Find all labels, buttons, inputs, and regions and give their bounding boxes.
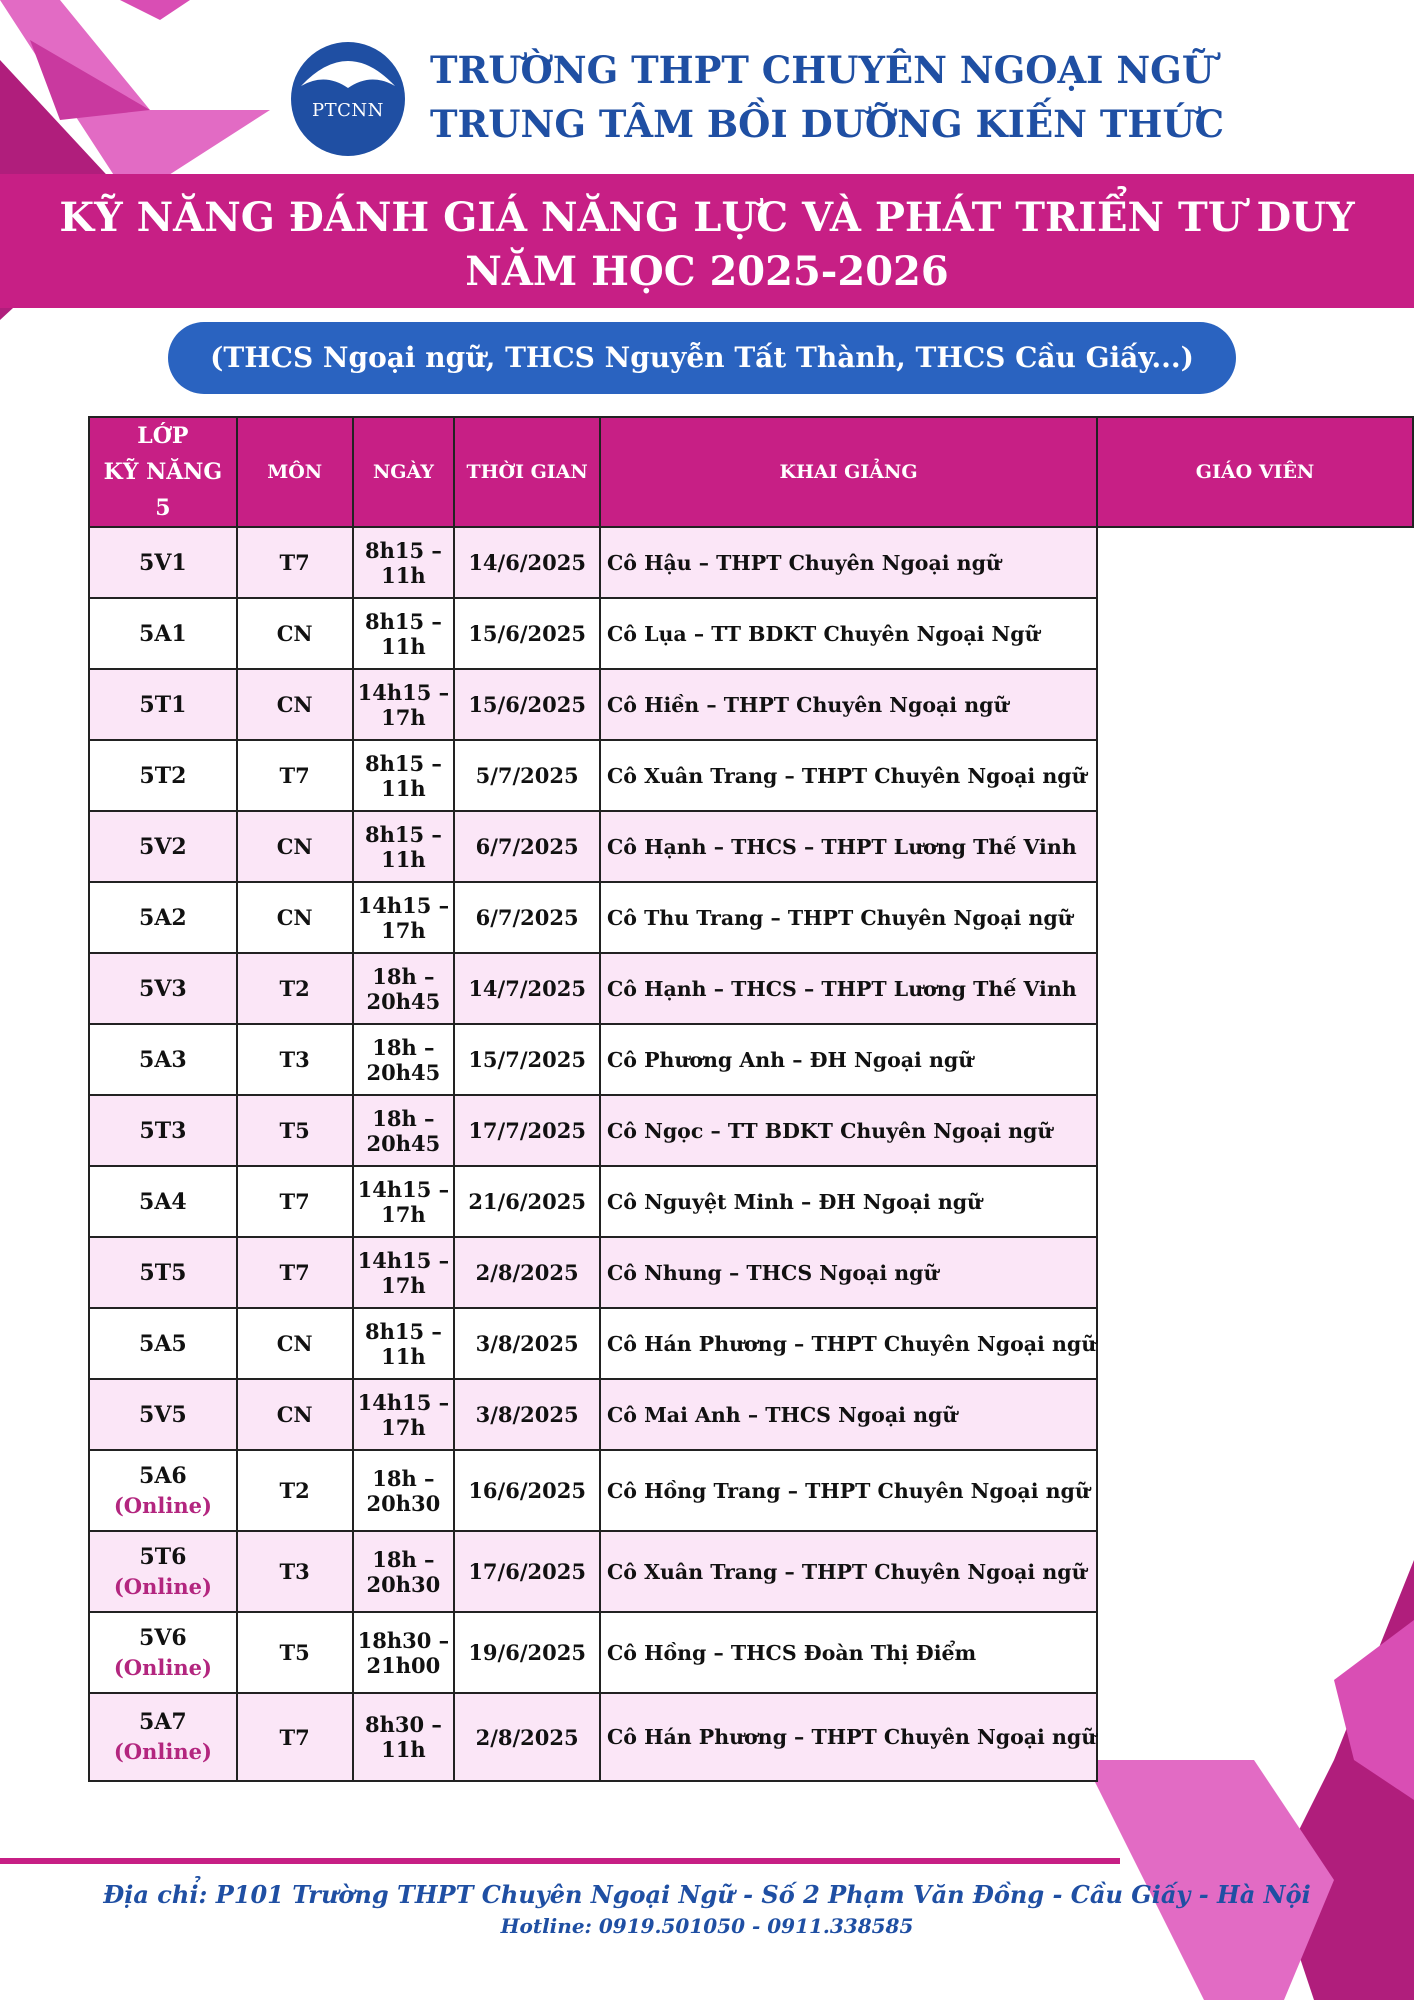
class-code: 5T3 bbox=[139, 1117, 187, 1144]
bird-icon bbox=[291, 42, 405, 156]
table-row bbox=[89, 1612, 1413, 1693]
class-code-cell bbox=[89, 1237, 237, 1308]
class-code: 5V6 bbox=[139, 1624, 187, 1651]
day-cell: CN bbox=[237, 669, 353, 740]
table-row bbox=[89, 882, 1413, 953]
header-thoi-gian: THỜI GIAN bbox=[454, 417, 600, 527]
table-row bbox=[89, 598, 1413, 669]
online-badge: (Online) bbox=[113, 1739, 212, 1764]
start-date-cell: 2/8/2025 bbox=[454, 1693, 600, 1781]
teacher-cell: Cô Hiền – THPT Chuyên Ngoại ngữ bbox=[600, 669, 1097, 740]
class-code-cell bbox=[89, 527, 237, 598]
side-label-line: KỸ NĂNG bbox=[103, 459, 223, 485]
start-date-cell: 3/8/2025 bbox=[454, 1379, 600, 1450]
header-mon: MÔN bbox=[237, 417, 353, 527]
start-date-cell: 15/7/2025 bbox=[454, 1024, 600, 1095]
title-banner bbox=[0, 174, 1414, 308]
online-badge: (Online) bbox=[113, 1654, 212, 1680]
day-cell: T3 bbox=[237, 1531, 353, 1612]
class-code-cell bbox=[89, 1612, 237, 1693]
time-cell: 18h – 20h30 bbox=[353, 1450, 455, 1531]
teacher-cell: Cô Nguyệt Minh – ĐH Ngoại ngữ bbox=[600, 1166, 1097, 1237]
teacher-cell: Cô Hậu – THPT Chuyên Ngoại ngữ bbox=[600, 527, 1097, 598]
class-code-cell bbox=[89, 1024, 237, 1095]
footer-line bbox=[0, 1858, 1414, 1866]
day-cell: T2 bbox=[237, 953, 353, 1024]
time-cell: 8h15 – 11h bbox=[353, 598, 455, 669]
class-group-label bbox=[89, 417, 237, 527]
time-cell: 8h15 – 11h bbox=[353, 527, 455, 598]
time-cell: 18h – 20h45 bbox=[353, 1095, 455, 1166]
class-code: 5A4 bbox=[139, 1188, 187, 1215]
hotline-text: Hotline: 0919.501050 - 0911.338585 bbox=[500, 1914, 914, 1938]
class-code-cell bbox=[89, 811, 237, 882]
day-cell: CN bbox=[237, 811, 353, 882]
class-code-cell bbox=[89, 1308, 237, 1379]
side-label-line: LỚP bbox=[137, 423, 189, 449]
teacher-cell: Cô Hán Phương – THPT Chuyên Ngoại ngữ bbox=[600, 1308, 1097, 1379]
time-cell: 18h – 20h30 bbox=[353, 1531, 455, 1612]
class-code-cell bbox=[89, 1531, 237, 1612]
day-cell: T7 bbox=[237, 1237, 353, 1308]
schedule-table bbox=[88, 416, 1414, 1782]
day-cell: T5 bbox=[237, 1612, 353, 1693]
table-row bbox=[89, 953, 1413, 1024]
time-cell: 18h – 20h45 bbox=[353, 1024, 455, 1095]
teacher-cell: Cô Hồng Trang – THPT Chuyên Ngoại ngữ bbox=[600, 1450, 1097, 1531]
start-date-cell: 16/6/2025 bbox=[454, 1450, 600, 1531]
day-cell: T7 bbox=[237, 1166, 353, 1237]
header-ngay: NGÀY bbox=[353, 417, 455, 527]
start-date-cell: 17/6/2025 bbox=[454, 1531, 600, 1612]
teacher-cell: Cô Lụa – TT BDKT Chuyên Ngoại Ngữ bbox=[600, 598, 1097, 669]
time-cell: 14h15 – 17h bbox=[353, 1379, 455, 1450]
class-code: 5T6 bbox=[139, 1543, 187, 1570]
start-date-cell: 6/7/2025 bbox=[454, 811, 600, 882]
class-code-cell bbox=[89, 598, 237, 669]
class-code: 5A1 bbox=[139, 620, 187, 647]
class-code-cell bbox=[89, 1450, 237, 1531]
class-code: 5V2 bbox=[139, 833, 187, 860]
class-code: 5V1 bbox=[139, 549, 187, 576]
start-date-cell: 3/8/2025 bbox=[454, 1308, 600, 1379]
class-code-cell bbox=[89, 1095, 237, 1166]
time-cell: 14h15 – 17h bbox=[353, 1166, 455, 1237]
start-date-cell: 5/7/2025 bbox=[454, 740, 600, 811]
class-code: 5T5 bbox=[139, 1259, 187, 1286]
online-badge: (Online) bbox=[113, 1573, 212, 1599]
start-date-cell: 19/6/2025 bbox=[454, 1612, 600, 1693]
table-row bbox=[89, 1531, 1413, 1612]
start-date-cell: 17/7/2025 bbox=[454, 1095, 600, 1166]
school-name: TRƯỜNG THPT CHUYÊN NGOẠI NGỮ bbox=[430, 48, 1215, 92]
table-row bbox=[89, 811, 1413, 882]
start-date-cell: 2/8/2025 bbox=[454, 1237, 600, 1308]
side-label-line: 5 bbox=[155, 495, 171, 521]
class-code: 5V3 bbox=[139, 975, 187, 1002]
class-code-cell bbox=[89, 1166, 237, 1237]
teacher-cell: Cô Hán Phương – THPT Chuyên Ngoại ngữ bbox=[600, 1693, 1097, 1781]
class-code-cell bbox=[89, 740, 237, 811]
class-code: 5A5 bbox=[139, 1330, 187, 1357]
table-row bbox=[89, 1095, 1413, 1166]
teacher-cell: Cô Nhung – THCS Ngoại ngữ bbox=[600, 1237, 1097, 1308]
teacher-cell: Cô Ngọc – TT BDKT Chuyên Ngoại ngữ bbox=[600, 1095, 1097, 1166]
target-schools-pill: (THCS Ngoại ngữ, THCS Nguyễn Tất Thành, THCS Cầu Giấy...) bbox=[168, 322, 1236, 394]
time-cell: 14h15 – 17h bbox=[353, 1237, 455, 1308]
table-row bbox=[89, 1024, 1413, 1095]
teacher-cell: Cô Mai Anh – THCS Ngoại ngữ bbox=[600, 1379, 1097, 1450]
table-row bbox=[89, 1450, 1413, 1531]
time-cell: 8h15 – 11h bbox=[353, 740, 455, 811]
class-code: 5A2 bbox=[139, 904, 187, 931]
online-badge: (Online) bbox=[113, 1492, 212, 1518]
school-logo bbox=[291, 42, 405, 156]
class-code-cell bbox=[89, 669, 237, 740]
page-title: KỸ NĂNG ĐÁNH GIÁ NĂNG LỰC VÀ PHÁT TRIỂN TƯ DUY bbox=[59, 194, 1355, 241]
teacher-cell: Cô Hạnh – THCS – THPT Lương Thế Vinh bbox=[600, 953, 1097, 1024]
logo-text: PTCNN bbox=[312, 100, 384, 121]
day-cell: T7 bbox=[237, 527, 353, 598]
teacher-cell: Cô Hồng – THCS Đoàn Thị Điểm bbox=[600, 1612, 1097, 1693]
start-date-cell: 6/7/2025 bbox=[454, 882, 600, 953]
teacher-cell: Cô Hạnh – THCS – THPT Lương Thế Vinh bbox=[600, 811, 1097, 882]
class-code: 5A3 bbox=[139, 1046, 187, 1073]
class-code: 5A6 bbox=[139, 1462, 187, 1489]
table-row bbox=[89, 1166, 1413, 1237]
center-name: TRUNG TÂM BỒI DƯỠNG KIẾN THỨC bbox=[430, 102, 1225, 146]
class-code: 5T2 bbox=[139, 762, 187, 789]
teacher-cell: Cô Phương Anh – ĐH Ngoại ngữ bbox=[600, 1024, 1097, 1095]
day-cell: CN bbox=[237, 598, 353, 669]
day-cell: T5 bbox=[237, 1095, 353, 1166]
time-cell: 14h15 – 17h bbox=[353, 669, 455, 740]
table-header-row bbox=[89, 417, 1413, 527]
header-giao-vien: GIÁO VIÊN bbox=[1097, 417, 1413, 527]
day-cell: CN bbox=[237, 882, 353, 953]
start-date-cell: 15/6/2025 bbox=[454, 669, 600, 740]
start-date-cell: 14/6/2025 bbox=[454, 527, 600, 598]
time-cell: 14h15 – 17h bbox=[353, 882, 455, 953]
class-code-cell bbox=[89, 953, 237, 1024]
time-cell: 18h – 20h45 bbox=[353, 953, 455, 1024]
class-code: 5A7 bbox=[139, 1709, 187, 1735]
table-row bbox=[89, 1379, 1413, 1450]
start-date-cell: 15/6/2025 bbox=[454, 598, 600, 669]
table-row bbox=[89, 527, 1413, 598]
class-code-cell bbox=[89, 882, 237, 953]
day-cell: T2 bbox=[237, 1450, 353, 1531]
teacher-cell: Cô Thu Trang – THPT Chuyên Ngoại ngữ bbox=[600, 882, 1097, 953]
address-text: Địa chỉ: P101 Trường THPT Chuyên Ngoại Ngữ - Số 2 Phạm Văn Đồng - Cầu Giấy - Hà Nội bbox=[103, 1880, 1311, 1909]
time-cell: 18h30 – 21h00 bbox=[353, 1612, 455, 1693]
start-date-cell: 21/6/2025 bbox=[454, 1166, 600, 1237]
day-cell: T7 bbox=[237, 1693, 353, 1781]
table-row bbox=[89, 1237, 1413, 1308]
day-cell: CN bbox=[237, 1379, 353, 1450]
table-row bbox=[89, 740, 1413, 811]
day-cell: T3 bbox=[237, 1024, 353, 1095]
time-cell: 8h15 – 11h bbox=[353, 811, 455, 882]
class-code-cell bbox=[89, 1379, 237, 1450]
time-cell: 8h15 – 11h bbox=[353, 1308, 455, 1379]
teacher-cell: Cô Xuân Trang – THPT Chuyên Ngoại ngữ bbox=[600, 740, 1097, 811]
teacher-cell: Cô Xuân Trang – THPT Chuyên Ngoại ngữ bbox=[600, 1531, 1097, 1612]
day-cell: CN bbox=[237, 1308, 353, 1379]
table-row bbox=[89, 669, 1413, 740]
start-date-cell: 14/7/2025 bbox=[454, 953, 600, 1024]
day-cell: T7 bbox=[237, 740, 353, 811]
class-code: 5V5 bbox=[139, 1401, 187, 1428]
table-row bbox=[89, 1308, 1413, 1379]
header-khai-giang: KHAI GIẢNG bbox=[600, 417, 1097, 527]
table-row bbox=[89, 1693, 1413, 1781]
time-cell: 8h30 – 11h bbox=[353, 1693, 455, 1781]
class-code: 5T1 bbox=[139, 691, 187, 718]
class-code-cell bbox=[89, 1693, 237, 1781]
school-year: NĂM HỌC 2025-2026 bbox=[465, 248, 949, 295]
